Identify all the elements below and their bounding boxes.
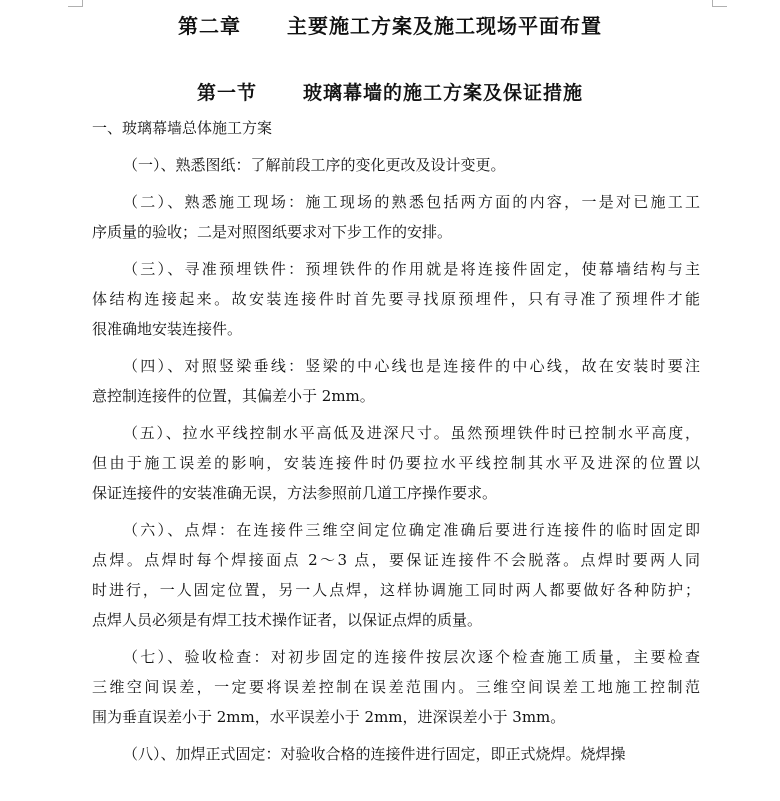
paragraph-line: 意控制连接件的位置，其偏差小于 2mm。 xyxy=(92,387,375,405)
section-number: 第一节 xyxy=(196,82,257,104)
paragraph-line: 时进行，一人固定位置，另一人点焊，这样协调施工同时两人都要做好各种防护； xyxy=(92,581,700,599)
section-title xyxy=(0,78,780,105)
paragraph-line: （四）、对照竖梁垂线：竖梁的中心线也是连接件的中心线，故在安装时要注 xyxy=(123,357,700,375)
paragraph-list xyxy=(92,150,700,769)
paragraph xyxy=(92,418,700,508)
paragraph-line: 体结构连接起来。故安装连接件时首先要寻找原预埋件，只有寻准了预埋件才能 xyxy=(92,290,700,308)
chapter-name: 主要施工方案及施工现场平面布置 xyxy=(287,14,602,38)
paragraph xyxy=(92,739,700,769)
subheading: 一、玻璃幕墙总体施工方案 xyxy=(92,119,273,137)
chapter-number: 第二章 xyxy=(178,14,241,38)
paragraph-line: （二）、熟悉施工现场：施工现场的熟悉包括两方面的内容，一是对已施工工 xyxy=(123,193,700,211)
chapter-title xyxy=(0,10,780,39)
paragraph-line: （六）、点焊：在连接件三维空间定位确定准确后要进行连接件的临时固定即 xyxy=(123,521,700,539)
paragraph-line: 围为垂直误差小于 2mm，水平误差小于 2mm，进深误差小于 3mm。 xyxy=(92,708,566,726)
page-corner-mark-left xyxy=(68,0,83,7)
paragraph xyxy=(92,187,700,247)
document-body xyxy=(92,113,700,776)
paragraph-line: 点焊。点焊时每个焊接面点 2～3 点，要保证连接件不会脱落。点焊时要两人同 xyxy=(92,551,700,569)
section-name: 玻璃幕墙的施工方案及保证措施 xyxy=(303,82,584,104)
paragraph-line: （一）、熟悉图纸：了解前段工序的变化更改及设计变更。 xyxy=(123,156,506,174)
paragraph-line: 很准确地安装连接件。 xyxy=(92,320,243,338)
paragraph xyxy=(92,254,700,344)
paragraph-line: （八）、加焊正式固定：对验收合格的连接件进行固定，即正式烧焊。烧焊操 xyxy=(123,745,626,763)
paragraph-line: 三维空间误差，一定要将误差控制在误差范围内。三维空间误差工地施工控制范 xyxy=(92,678,700,696)
paragraph-line: （五）、拉水平线控制水平高低及进深尺寸。虽然预埋铁件时已控制水平高度， xyxy=(123,424,700,442)
paragraph-line: 序质量的验收；二是对照图纸要求对下步工作的安排。 xyxy=(92,223,453,241)
paragraph xyxy=(92,351,700,411)
paragraph xyxy=(92,515,700,635)
paragraph-line: （三）、寻准预埋铁件：预埋铁件的作用就是将连接件固定，使幕墙结构与主 xyxy=(123,260,700,278)
paragraph xyxy=(92,150,700,180)
paragraph-line: 点焊人员必须是有焊工技术操作证者，以保证点焊的质量。 xyxy=(92,611,483,629)
paragraph xyxy=(92,642,700,732)
paragraph-line: 但由于施工误差的影响，安装连接件时仍要拉水平线控制其水平及进深的位置以 xyxy=(92,454,700,472)
page-corner-mark-right xyxy=(712,0,727,7)
paragraph-line: （七）、验收检查：对初步固定的连接件按层次逐个检查施工质量，主要检查 xyxy=(123,648,700,666)
paragraph-line: 保证连接件的安装准确无误，方法参照前几道工序操作要求。 xyxy=(92,484,498,502)
